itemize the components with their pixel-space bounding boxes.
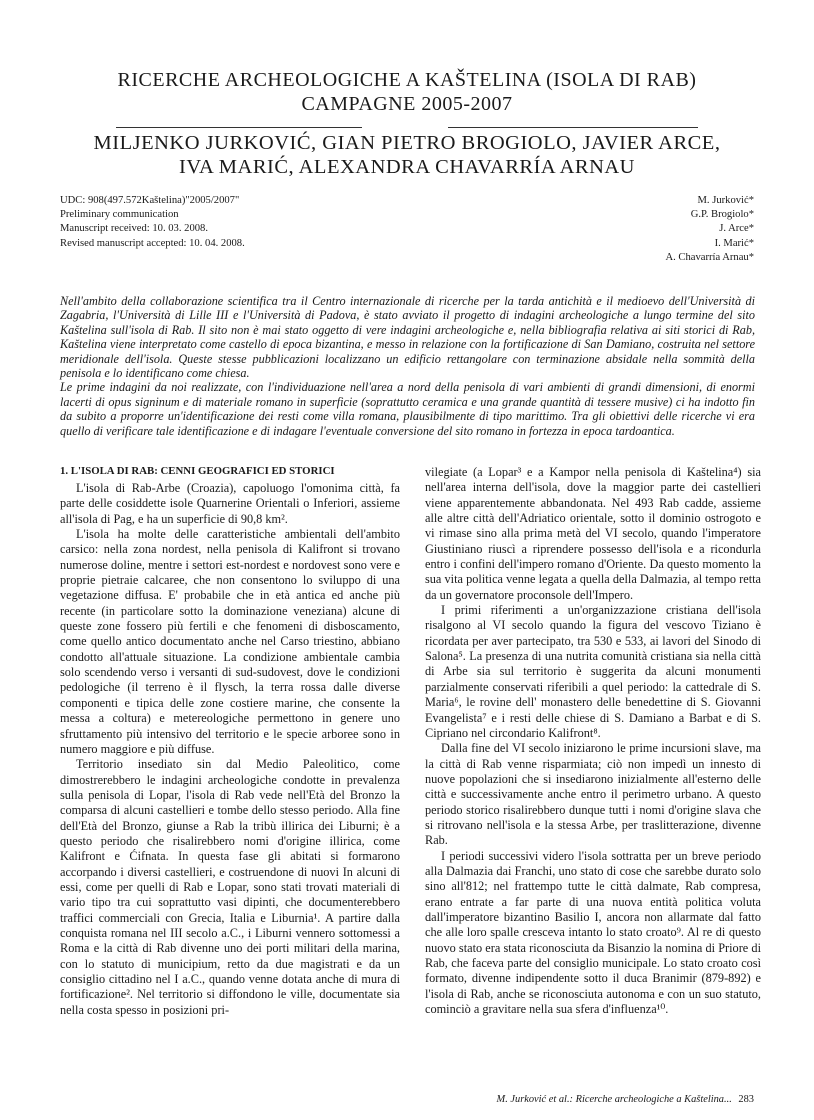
title-line-1: RICERCHE ARCHEOLOGICHE A KAŠTELINA (ISOLA DI RAB) xyxy=(117,69,697,91)
divider-right xyxy=(448,127,698,128)
received-date: Manuscript received: 10. 03. 2008. xyxy=(60,223,208,235)
abstract-paragraph: Nell'ambito della collaborazione scientifica tra il Centro internazionale di ricerche per la tarda antichità e il medioevo dell'Università di Zagabria, l'Università di Lille III e l'Università di Padova, è stato avviato il progetto di indagini archeologiche a lungo termine del sito Kaštelina sull'isola di Rab. Il sito non è mai stato oggetto di vere indagini archeologiche e, nella bibliografia relativa ai siti storici di Rab, Kaštelina viene interpretato come castello di epoca bizantina, e messo in relazione con la fortificazione di San Damiano, costruita nel settore meridionale dell'isola. Queste stesse pubblicazioni localizzano un edificio rettangolare con terminazione absidale nella sommità della penisola e lo identificano come chiesa. xyxy=(60,294,755,381)
body-paragraph: vilegiate (a Lopar³ e a Kampor nella penisola di Kaštelina⁴) sia nell'area interna dell'isola, dove la maggior parte dei castellieri viene apparentemente abbandonata. Nel 493 Rab cadde, assieme alle altre città dell'Adriatico orientale, sotto il dominio ostrogoto e vi rimase sino alla prima metà del VI secolo, quando l'imperatore Giustiniano riuscì a riprendere possesso dell'isola e a ricondurla entro i confini dell'impero romano d'Oriente. Da questo momento la sua vita politica venne legata a quella della Dalmazia, al tempo retta da un governatore proconsole dell'Impero. xyxy=(425,465,761,602)
authors-line-1: MILJENKO JURKOVIĆ, GIAN PIETRO BROGIOLO, JAVIER ARCE, xyxy=(93,132,721,154)
abstract-paragraph: Le prime indagini da noi realizzate, con l'individuazione nell'area a nord della penisola di vari ambienti di grandi dimensioni, di enormi lacerti di opus signinum e di materiale romano in superficie (soprattutto ceramica e una grande quantità di tessere musive) ci ha indotto fin da subito a proporre un'identificazione dei resti come villa romana, plausibilmente di tipo marittimo. Tra gli obiettivi delle ricerche vi era quello di verificare tale identificazione e di indagare l'eventuale conversione del sito romano in fortezza in epoca tardoantica. xyxy=(60,380,755,438)
author-list xyxy=(60,131,754,179)
body-paragraph: I periodi successivi videro l'isola sottratta per un breve periodo alla Dalmazia dai Franchi, uno stato di cose che sarebbe durato solo sino all'812; nel frattempo tutte le città dalmate, Rab compresa, erano entrate a far parte di una nuova entità politica voluta dall'imperatore bizantino Basilio I, ancora non allarmate dal fatto che alle loro spalle cresceva intanto lo stato croato⁹. Al re di questo nuovo stato era stata riconosciuta da Bisanzio la nomina di Priore di Rab, che faceva parte del consiglio municipale. Lo stato croato così formato, divenne indipendente sotto il duca Branimir (879-892) e l'isola di Rab, anche se riconosciuta autonoma e con un suo statuto, cominciò a gravitare nella sua sfera d'influenza¹⁰. xyxy=(425,848,761,1017)
section-heading: 1. L'ISOLA DI RAB: CENNI GEOGRAFICI ED STORICI xyxy=(60,465,335,477)
udc-code: UDC: 908(497.572Kaštelina)"2005/2007" xyxy=(60,195,240,206)
abstract xyxy=(60,294,755,438)
page-number: 283 xyxy=(738,1094,754,1105)
article-type: Preliminary communication xyxy=(60,209,179,221)
running-footer xyxy=(374,1094,754,1105)
author-short: I. Marić* xyxy=(714,237,754,249)
divider-left xyxy=(116,127,362,128)
author-short: J. Arce* xyxy=(719,223,754,235)
authors-line-2: IVA MARIĆ, ALEXANDRA CHAVARRÍA ARNAU xyxy=(179,156,635,178)
body-paragraph: Dalla fine del VI secolo iniziarono le prime incursioni slave, ma la città di Rab venne risparmiata; ciò non impedì un innesto di nuove popolazioni che si insediarono inizialmente all'esterno delle città e successivamente anche entro il perimetro urbano. A questo periodo storico risalirebbero dunque tutti i nomi d'origine slava che si ritrovano nell'isola e la stessa Arbe, per traslitterazione, divenne Rab. xyxy=(425,741,761,848)
paper-title xyxy=(60,68,754,116)
body-paragraph: Territorio insediato sin dal Medio Paleolitico, come dimostrerebbero le indagini archeologiche condotte in prevalenza sulla penisola di Lopar, l'isola di Rab vede nell'Età del Bronzo la comparsa di alcuni castellieri e tombe dello stesso periodo. Alla fine dell'Età del Bronzo, giunse a Rab la tribù illirica dei Liburni; è a questo periodo che risalirebbero nomi d'origine illirica, come Kalifront e Ćifnata. In questa fase gli abitati si formarono accorpando i diversi castellieri, e costruendone di nuovi In alcuni di essi, come per quelli di Rab e Lopar, sono stati trovati materiali di vario tipo tra cui soprattutto vasi dipinti, che documenterebbero traffici commerciali con Grecia, Italia e Liburnia¹. A partire dalla conquista romana nel III secolo a.C., i Liburni vennero sottomessi a Roma e la città di Rab divenne uno dei porti militari della marina, con lo statuto di municipium, retto da due magistrati e da un consiglio cittadino nel I a.C., quando venne dotata anche di mura di fortificazione². Nel territorio si diffondono le ville, documentate sia nella costa spesso in posizioni pri- xyxy=(60,757,400,1017)
accepted-date: Revised manuscript accepted: 10. 04. 2008. xyxy=(60,237,245,249)
body-column-right xyxy=(425,465,761,1017)
manuscript-meta xyxy=(60,194,420,251)
running-head: M. Jurković et al.: Ricerche archeologiche a Kaštelina... xyxy=(496,1094,732,1105)
body-paragraph: I primi riferimenti a un'organizzazione cristiana dell'isola risalgono al VI secolo quando la figura del vescovo Tiziano è ricordata per aver partecipato, tra 530 e 533, ai lavori del Sinodo di Salona⁵. La presenza di una nutrita comunità cristiana sia nella città di Arbe sia sul territorio è suggerita da alcuni monumenti parzialmente conservati riferibili a quel periodo: la cattedrale di S. Maria⁶, le rovine dell' monastero delle benedettine di S. Giovanni Evangelista⁷ e i resti delle chiese di S. Damiano a Barbat e di S. Cipriano nel circondario Kalifront⁸. xyxy=(425,603,761,740)
body-paragraph: L'isola ha molte delle caratteristiche ambientali dell'ambito carsico: nella zona nordest, nella penisola di Kalifront si trovano numerose doline, mentre i settori est-nordest e nordovest sono vere e proprie pietraie calcaree, che non consentono lo sviluppo di una vegetazione diffusa. E' probabile che in età antica ed anche più recente (in particolare sotto la dominazione veneziana) alcune di queste zone fossero più fertili e che fenomeni di disboscamento, come quello antico documentato anche nel Carso triestino, abbiano condotto all'attuale situazione. La condizione ambientale cambia solo scendendo verso i versanti di sud-sudovest, dove le condizioni pedologiche (il terreno è il flysch, la terra rossa dalle diverse componenti e tipica delle zone costiere marine, che consente la messa a coltura) e metereologiche permettono in genere uno sfruttamento più intensivo del territorio e le specie arboree sono in numero maggiore e più diffuse. xyxy=(60,527,400,756)
author-short: A. Chavarría Arnau* xyxy=(665,251,754,263)
title-line-2: CAMPAGNE 2005-2007 xyxy=(301,93,513,115)
author-affiliations xyxy=(534,194,754,265)
author-short: M. Jurković* xyxy=(697,195,754,206)
body-paragraph: L'isola di Rab-Arbe (Croazia), capoluogo l'omonima città, fa parte delle cosiddette isole Quarnerine Orientali o Inferiori, assieme all'isola di Pag, e ha un superficie di 90,8 km². xyxy=(60,481,400,526)
author-short: G.P. Brogiolo* xyxy=(690,209,754,221)
body-column-left xyxy=(60,481,400,1018)
